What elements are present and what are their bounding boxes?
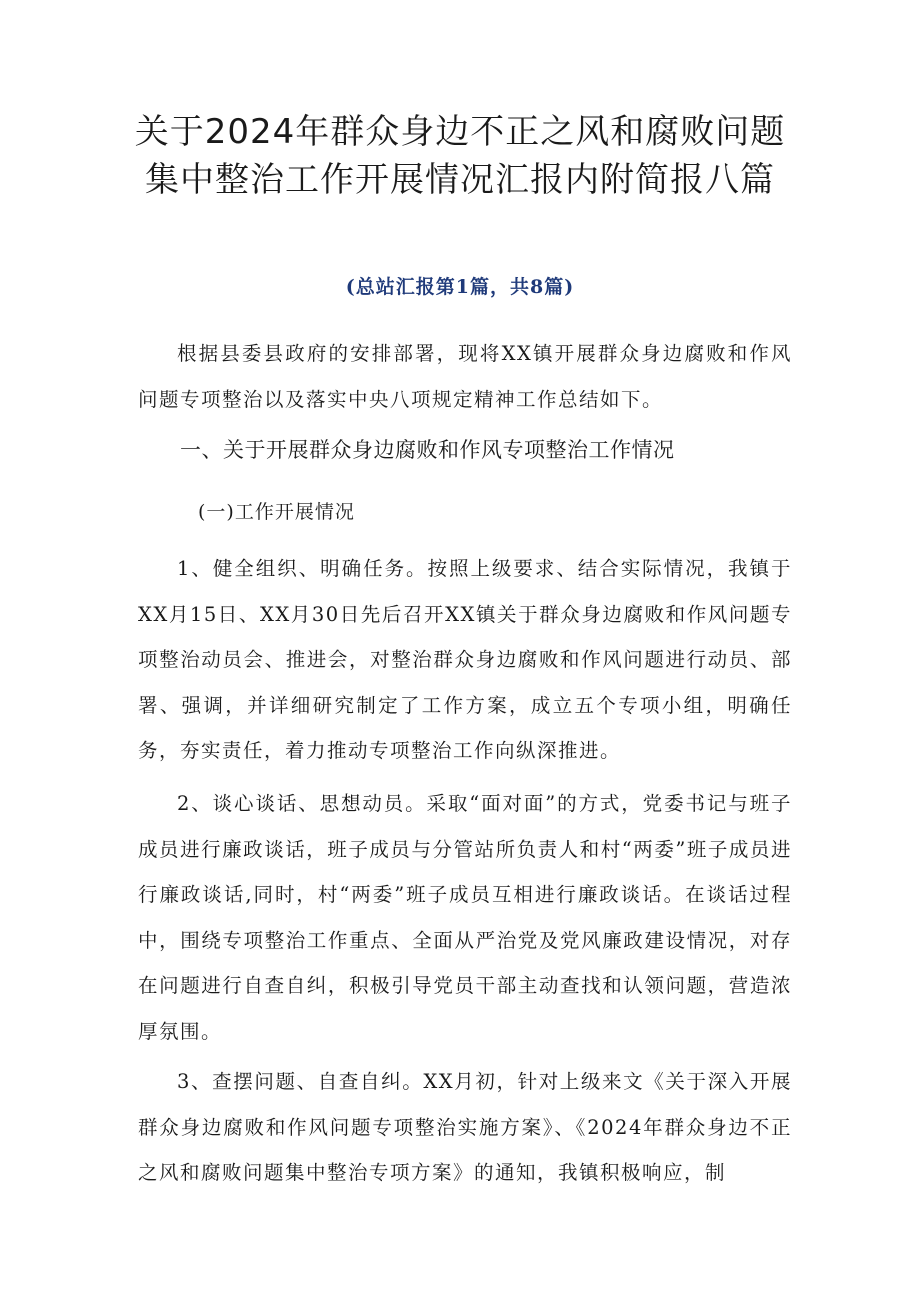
document-title-line2: 集中整治工作开展情况汇报内附简报八篇 <box>145 160 775 200</box>
subsection-heading: (一)工作开展情况 <box>198 501 355 523</box>
document-title-line1: 关于2024年群众身边不正之风和腐败问题 <box>134 112 786 152</box>
paragraph-item-1: 1、健全组织、明确任务。按照上级要求、结合实际情况，我镇于XX月15日、XX月30日先后召开XX镇关于群众身边腐败和作风问题专项整治动员会、推进会，对整治群众身边腐败和作风问题进行动员、部署、强调，并详细研究制定了工作方案，成立五个专项小组，明确任务，夯实责任，着力推动专项整治工作向纵深推进。 <box>138 557 792 762</box>
section-heading: 一、关于开展群众身边腐败和作风专项整治工作情况 <box>180 438 675 462</box>
intro-paragraph: 根据县委县政府的安排部署，现将XX镇开展群众身边腐败和作风问题专项整治以及落实中央八项规定精神工作总结如下。 <box>138 342 792 411</box>
paragraph-item-3: 3、查摆问题、自查自纠。XX月初，针对上级来文《关于深入开展群众身边腐败和作风问题专项整治实施方案》、《2024年群众身边不正之风和腐败问题集中整治专项方案》的通知，我镇积极响应，制 <box>138 1070 792 1184</box>
document-subtitle: (总站汇报第1篇，共8篇) <box>345 276 575 298</box>
paragraph-item-2: 2、谈心谈话、思想动员。采取“面对面”的方式，党委书记与班子成员进行廉政谈话，班子成员与分管站所负责人和村“两委”班子成员进行廉政谈话,同时，村“两委”班子成员互相进行廉政谈话。在谈话过程中，围绕专项整治工作重点、全面从严治党及党风廉政建设情况，对存在问题进行自查自纠，积极引导党员干部主动查找和认领问题，营造浓厚氛围。 <box>138 792 792 1043</box>
